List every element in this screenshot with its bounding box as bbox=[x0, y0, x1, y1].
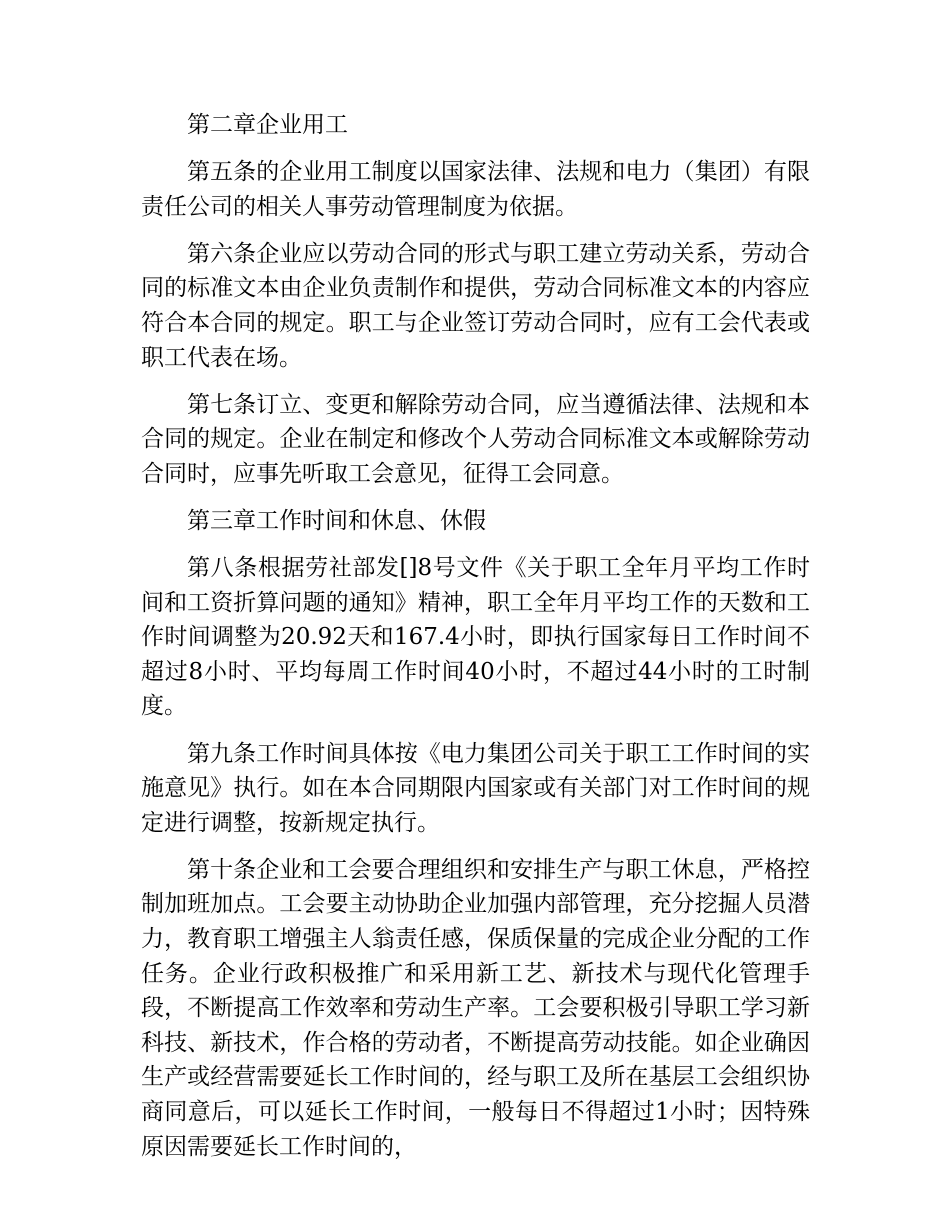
article-8-paragraph: 第八条根据劳社部发[]8号文件《关于职工全年月平均工作时间和工资折算问题的通知》精神，职工全年月平均工作的天数和工作时间调整为20.92天和167.4小时，即执行国家每日工作时间不超过8小时、平均每周工作时间40小时，不超过44小时的工时制度。 bbox=[141, 555, 810, 720]
article-10-paragraph: 第十条企业和工会要合理组织和安排生产与职工休息，严格控制加班加点。工会要主动协助企业加强内部管理，充分挖掘人员潜力，教育职工增强主人翁责任感，保质保量的完成企业分配的工作任务。企业行政积极推广和采用新工艺、新技术与现代化管理手段，不断提高工作效率和劳动生产率。工会要积极引导职工学习新科技、新技术，作合格的劳动者，不断提高劳动技能。如企业确因生产或经营需要延长工作时间的，经与职工及所在基层工会组织协商同意后，可以延长工作时间，一般每日不得超过1小时；因特殊原因需要延长工作时间的， bbox=[141, 856, 810, 1160]
chapter-2-heading: 第二章企业用工 bbox=[187, 112, 348, 138]
article-7-paragraph: 第七条订立、变更和解除劳动合同，应当遵循法律、法规和本合同的规定。企业在制定和修改个人劳动合同标准文本或解除劳动合同时，应事先听取工会意见，征得工会同意。 bbox=[141, 391, 810, 487]
article-5-paragraph: 第五条的企业用工制度以国家法律、法规和电力（集团）有限责任公司的相关人事劳动管理制度为依据。 bbox=[141, 159, 810, 220]
article-6-paragraph: 第六条企业应以劳动合同的形式与职工建立劳动关系，劳动合同的标准文本由企业负责制作和提供，劳动合同标准文本的内容应符合本合同的规定。职工与企业签订劳动合同时，应有工会代表或职工代表在场。 bbox=[141, 240, 810, 371]
chapter-3-heading: 第三章工作时间和休息、休假 bbox=[187, 507, 486, 534]
article-9-paragraph: 第九条工作时间具体按《电力集团公司关于职工工作时间的实施意见》执行。如在本合同期限内国家或有关部门对工作时间的规定进行调整，按新规定执行。 bbox=[141, 740, 810, 836]
